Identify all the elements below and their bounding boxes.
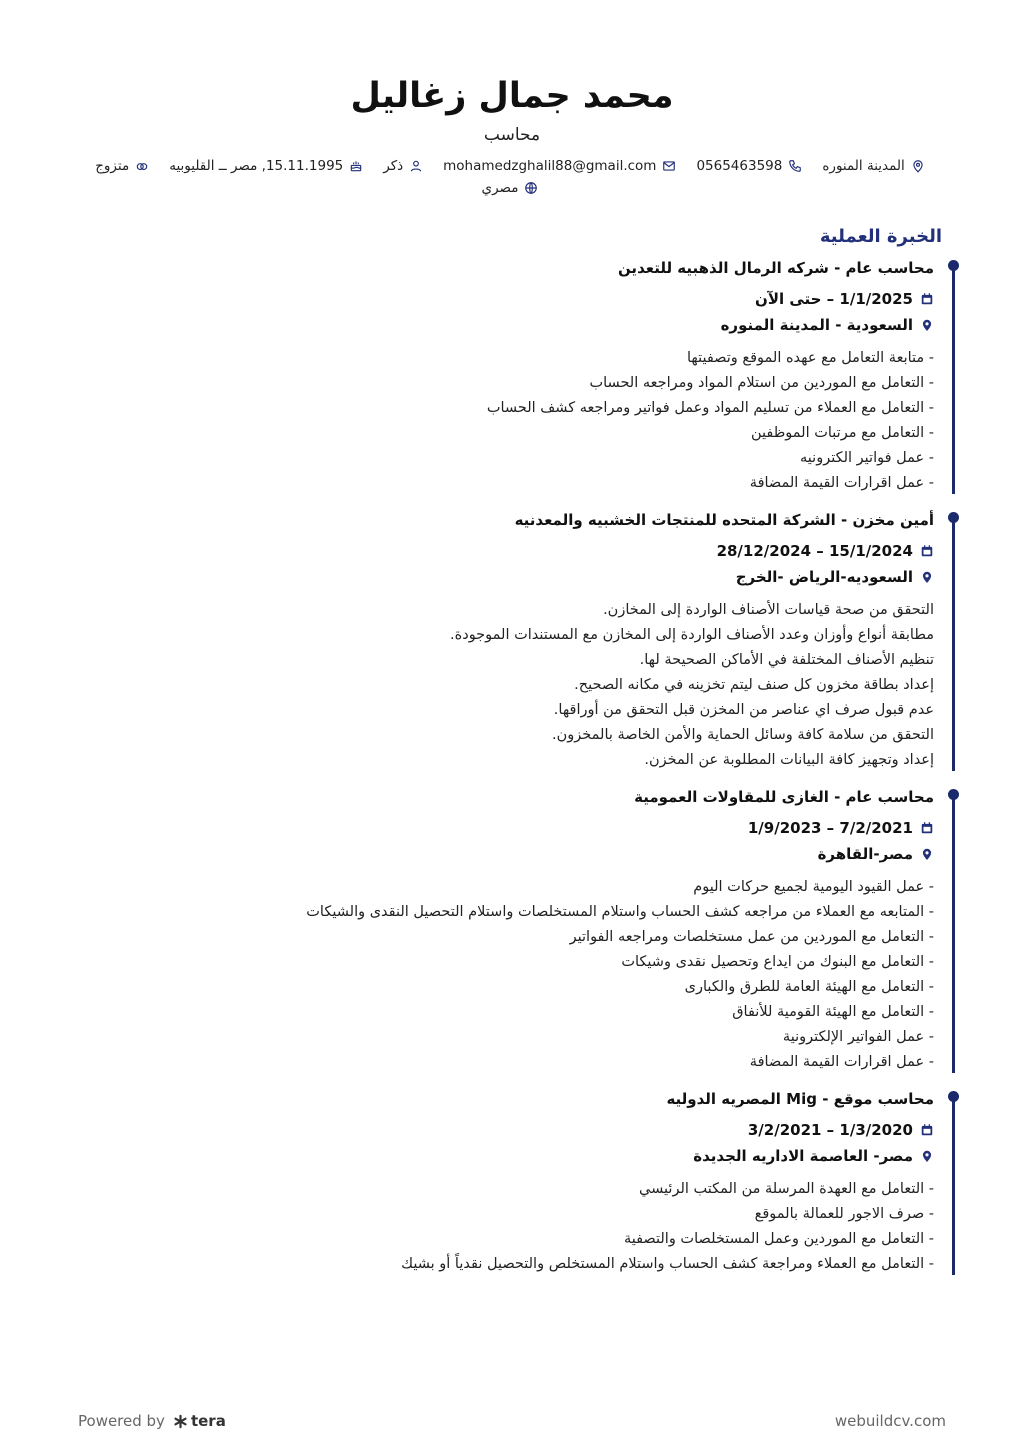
job-date	[90, 538, 934, 564]
brand-logo[interactable]	[173, 1412, 226, 1430]
map-pin-icon	[911, 159, 925, 173]
list-item: إعداد وتجهيز كافة البيانات المطلوبة عن المخزن.	[644, 752, 934, 768]
job-location-text: السعودية - المدينة المنوره	[720, 316, 913, 334]
job-location-text: مصر-القاهرة	[817, 845, 913, 863]
list-item: - التعامل مع الموردين من استلام المواد ومراجعه الحساب	[589, 375, 934, 391]
list-item: مطابقة أنواع وأوزان وعدد الأصناف الواردة إلى المخازن مع المستندات الموجودة.	[450, 627, 934, 643]
timeline-line	[952, 793, 955, 1073]
contact-text: مصري	[481, 180, 519, 196]
contact-text: mohamedzghalil88@gmail.com	[443, 158, 657, 174]
timeline-dot	[948, 512, 959, 523]
rings-icon	[135, 159, 149, 173]
list-item: عدم قبول صرف اي عناصر من المخزن قبل التحقق من أوراقها.	[553, 702, 934, 718]
job-title: محاسب عام - الغازى للمقاولات العمومية	[634, 788, 934, 806]
list-item: - التعامل مع العملاء من تسليم المواد وعمل فواتير ومراجعه كشف الحساب	[486, 400, 934, 416]
contact-info	[90, 158, 930, 196]
contact-marital	[95, 158, 149, 174]
list-item: - صرف الاجور للعمالة بالموقع	[754, 1206, 934, 1222]
job-entry	[90, 785, 954, 1075]
map-pin-icon	[920, 847, 934, 861]
job-title: محاسب موقع - Mig المصريه الدوليه	[666, 1090, 934, 1108]
contact-email	[443, 158, 676, 174]
list-item: التحقق من سلامة كافة وسائل الحماية والأمن الخاصة بالمخزون.	[552, 727, 934, 743]
timeline-dot	[948, 1091, 959, 1102]
list-item: - التعامل مع الهيئة القومية للأنفاق	[732, 1004, 934, 1020]
list-item: إعداد بطاقة مخزون كل صنف ليتم تخزينه في مكانه الصحيح.	[574, 677, 934, 693]
candidate-name: محمد جمال زغاليل	[350, 76, 674, 116]
job-date-text: 1/1/2025 – حتى الآن	[755, 290, 913, 308]
list-item: التحقق من صحة قياسات الأصناف الواردة إلى المخازن.	[603, 602, 934, 618]
contact-gender	[383, 158, 423, 174]
footer-site-link[interactable]: webuildcv.com	[834, 1412, 946, 1430]
timeline-line	[952, 516, 955, 771]
contact-nationality	[482, 180, 539, 196]
footer-powered-by	[78, 1412, 226, 1430]
section-title-experience: الخبرة العملية	[819, 226, 942, 247]
job-location	[90, 841, 934, 867]
phone-icon	[788, 159, 802, 173]
list-item: - التعامل مع الموردين وعمل المستخلصات والتصفية	[623, 1231, 934, 1247]
job-duties	[90, 1177, 934, 1277]
list-item: - التعامل مع الهيئة العامة للطرق والكبارى	[684, 979, 934, 995]
globe-icon	[524, 181, 538, 195]
powered-by-label: Powered by	[78, 1412, 165, 1430]
job-location-text: مصر- العاصمة الاداريه الجديدة	[693, 1147, 913, 1165]
contact-text: 0565463598	[696, 158, 783, 174]
job-entry	[90, 256, 954, 496]
job-duties	[90, 598, 934, 773]
brand-name: tera	[190, 1412, 226, 1430]
job-date	[90, 815, 934, 841]
experience-timeline	[90, 256, 954, 1289]
mail-icon	[662, 159, 676, 173]
list-item: - متابعة التعامل مع عهده الموقع وتصفيتها	[686, 350, 934, 366]
calendar-icon	[920, 544, 934, 558]
job-title-headline: محاسب	[483, 125, 541, 145]
contact-text: متزوج	[95, 158, 130, 174]
timeline-dot	[948, 789, 959, 800]
list-item: - التعامل مع مرتبات الموظفين	[751, 425, 934, 441]
job-date-text: 1/3/2020 – 3/2/2021	[747, 1121, 913, 1139]
list-item: - عمل اقرارات القيمة المضافة	[749, 475, 934, 491]
timeline-dot	[948, 260, 959, 271]
calendar-icon	[920, 1123, 934, 1137]
list-item: - المتابعه مع العملاء من مراجعه كشف الحساب واستلام المستخلصات واستلام التحصيل النقدى والشيكات	[306, 904, 934, 920]
contact-location	[822, 158, 924, 174]
contact-text: ذكر	[383, 158, 404, 174]
map-pin-icon	[920, 570, 934, 584]
list-item: - عمل اقرارات القيمة المضافة	[749, 1054, 934, 1070]
job-date	[90, 1117, 934, 1143]
list-item: تنظيم الأصناف المختلفة في الأماكن الصحيحة لها.	[639, 652, 934, 668]
job-entry	[90, 508, 954, 773]
job-duties	[90, 875, 934, 1075]
job-duties	[90, 346, 934, 496]
contact-phone	[696, 158, 802, 174]
contact-text: 15.11.1995, مصر ــ القليوبيه	[169, 158, 344, 174]
map-pin-icon	[920, 1149, 934, 1163]
user-icon	[409, 159, 423, 173]
list-item: - عمل فواتير الكترونيه	[800, 450, 934, 466]
job-date	[90, 286, 934, 312]
asterisk-icon	[173, 1414, 188, 1429]
job-location	[90, 312, 934, 338]
job-date-text: 7/2/2021 – 1/9/2023	[747, 819, 913, 837]
job-title: أمين مخزن - الشركة المتحده للمنتجات الخشبيه والمعدنيه	[514, 511, 934, 529]
cake-icon	[349, 159, 363, 173]
timeline-line	[952, 264, 955, 494]
contact-birth	[169, 158, 363, 174]
list-item: - عمل القيود اليومية لجميع حركات اليوم	[693, 879, 934, 895]
list-item: - التعامل مع الموردين من عمل مستخلصات ومراجعه الفواتير	[569, 929, 934, 945]
contact-text: المدينة المنوره	[822, 158, 905, 174]
job-entry	[90, 1087, 954, 1277]
list-item: - التعامل مع البنوك من ايداع وتحصيل نقدى وشيكات	[621, 954, 934, 970]
timeline-line	[952, 1095, 955, 1275]
calendar-icon	[920, 292, 934, 306]
job-location	[90, 1143, 934, 1169]
map-pin-icon	[920, 318, 934, 332]
job-title: محاسب عام - شركه الرمال الذهبيه للتعدين	[617, 259, 934, 277]
job-location-text: السعوديه-الرياض -الخرج	[735, 568, 913, 586]
list-item: - التعامل مع العملاء ومراجعة كشف الحساب واستلام المستخلص والتحصيل نقدياً أو بشيك	[401, 1256, 934, 1272]
list-item: - عمل الفواتير الإلكترونية	[782, 1029, 934, 1045]
list-item: - التعامل مع العهدة المرسلة من المكتب الرئيسي	[639, 1181, 934, 1197]
calendar-icon	[920, 821, 934, 835]
job-date-text: 15/1/2024 – 28/12/2024	[716, 542, 913, 560]
job-location	[90, 564, 934, 590]
